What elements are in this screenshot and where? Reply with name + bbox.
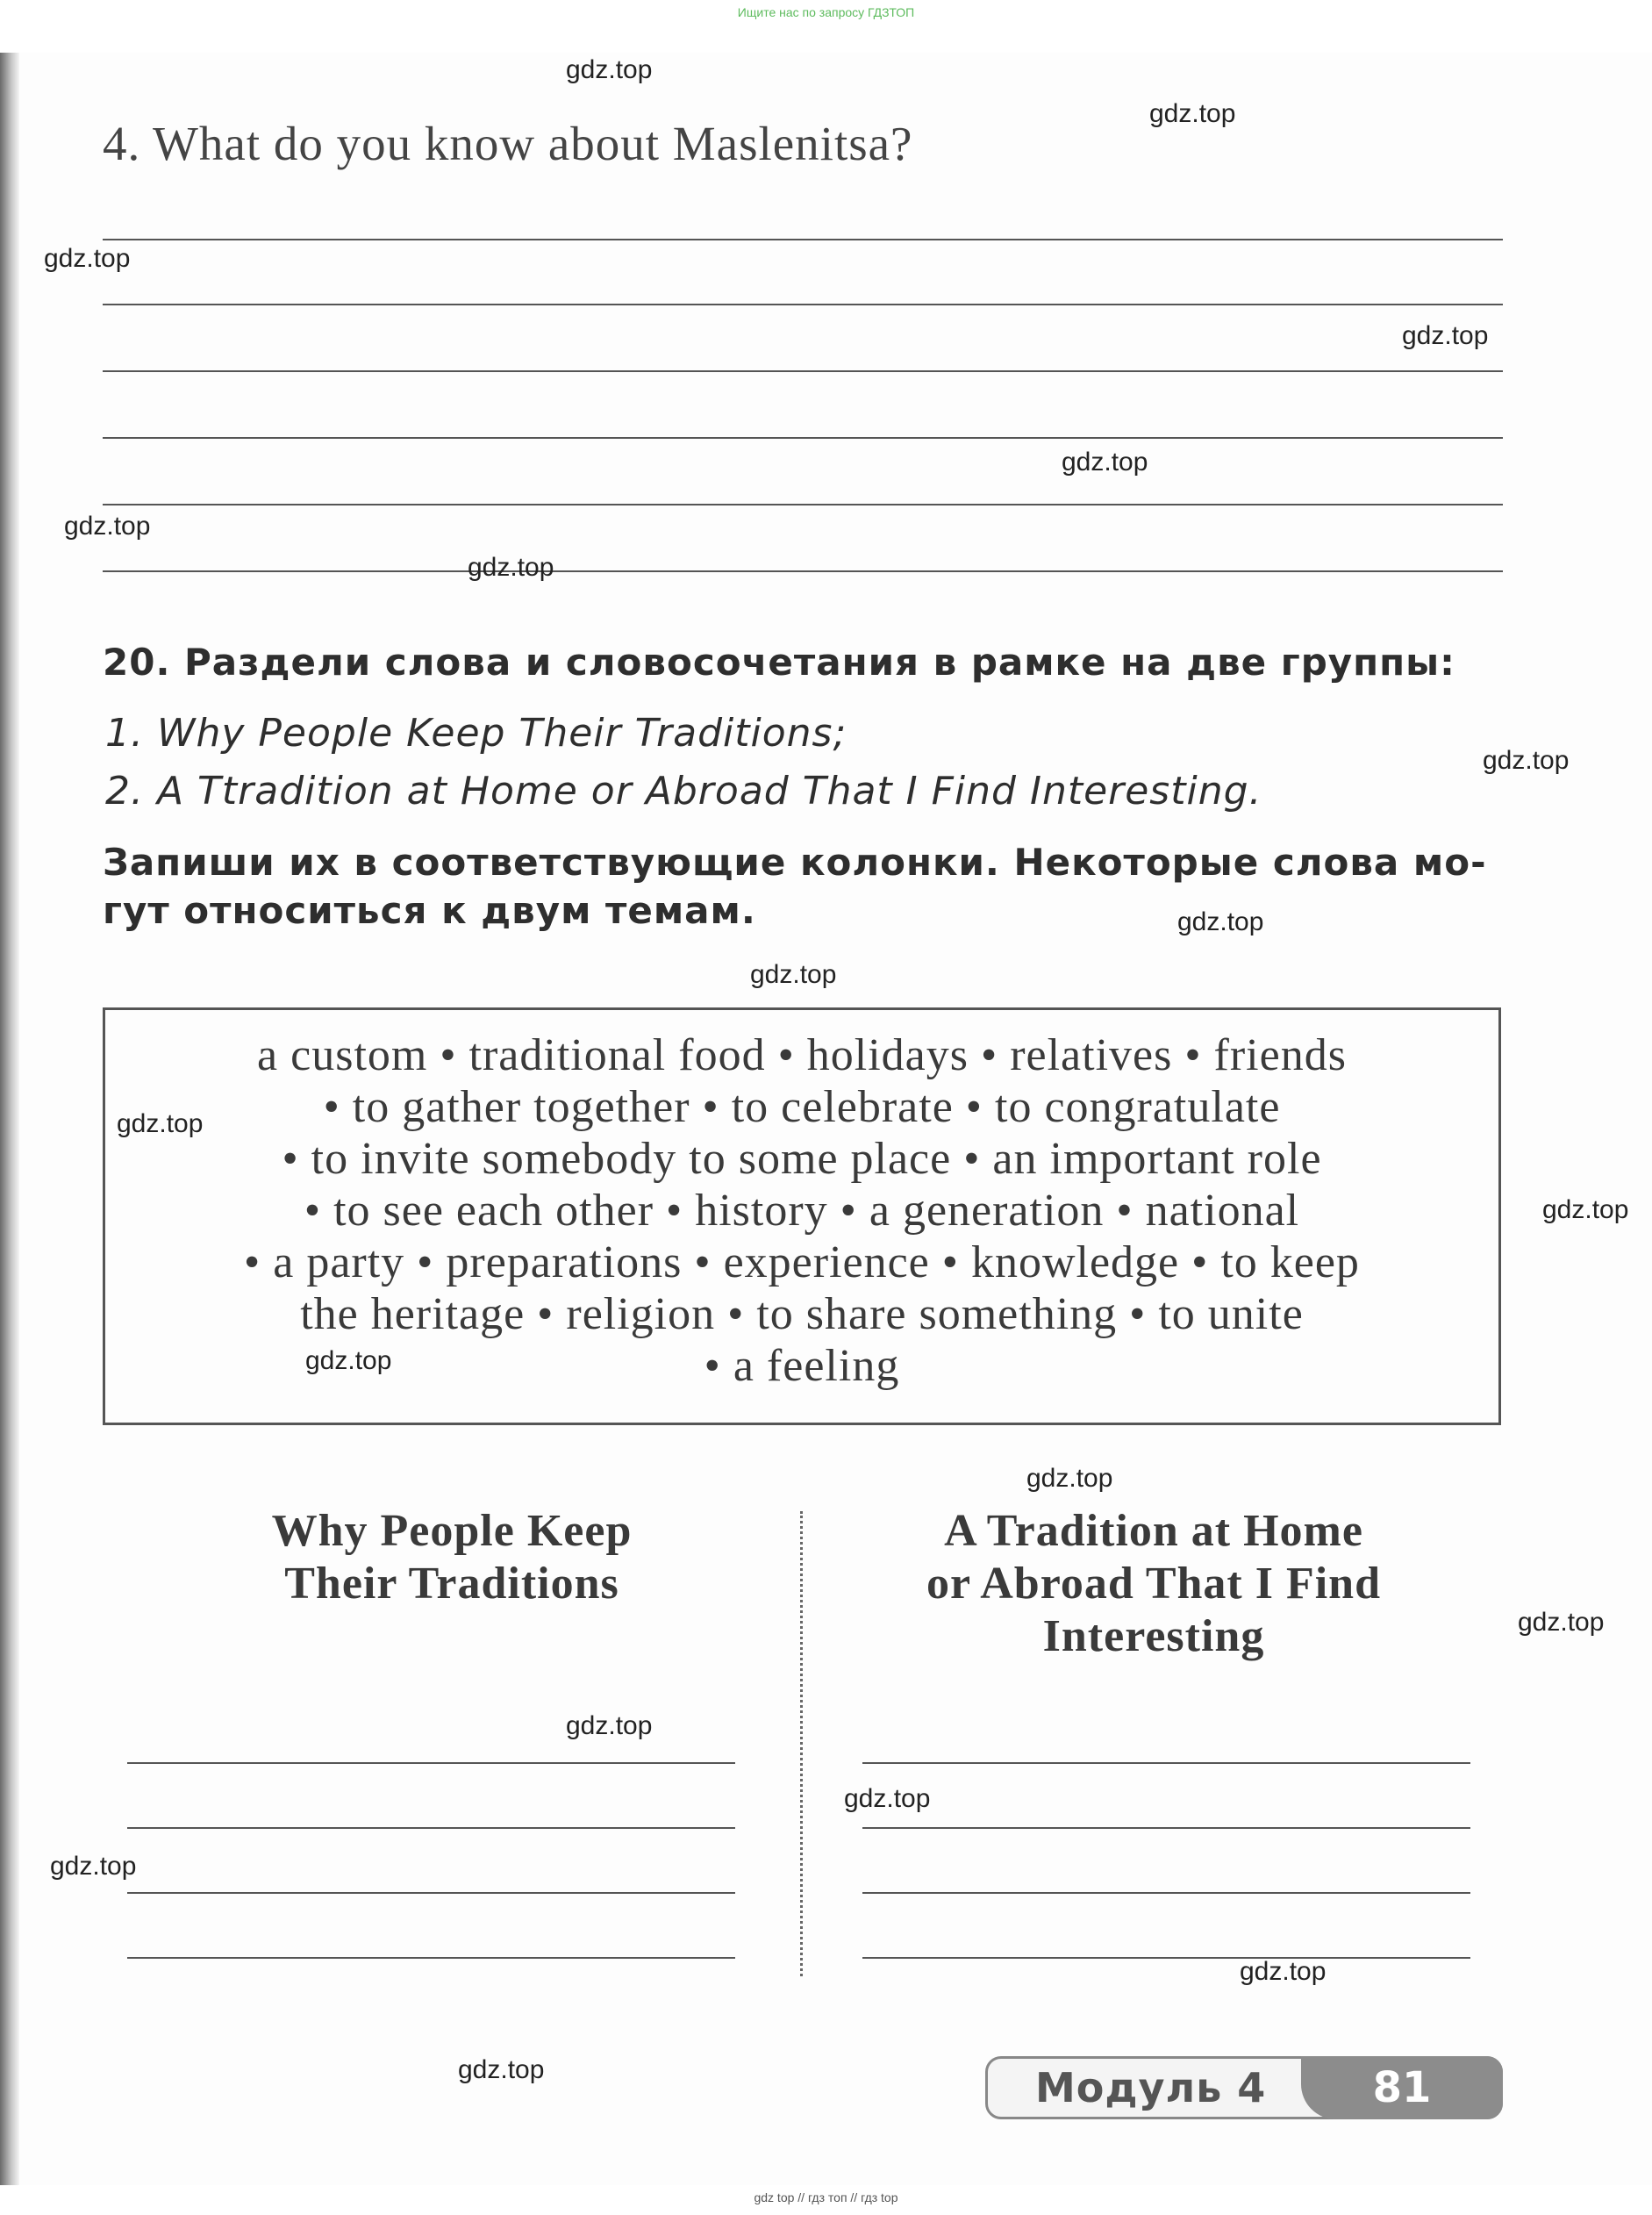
top-search-note: Ищите нас по запросу ГДЗТОП xyxy=(737,5,915,19)
column-heading-line: Why People Keep xyxy=(271,1506,633,1556)
answer-line[interactable] xyxy=(103,437,1503,439)
column-heading-line: A Tradition at Home xyxy=(944,1506,1363,1556)
exercise-20-instruction-line-1: Запиши их в соответствующие колонки. Некоторые слова мо- xyxy=(103,841,1487,884)
page-number: 81 xyxy=(1301,2056,1503,2119)
column-heading-line: Their Traditions xyxy=(284,1559,619,1609)
watermark: gdz.top xyxy=(64,512,151,541)
watermark: gdz.top xyxy=(566,1711,653,1740)
answer-line[interactable] xyxy=(103,239,1503,240)
watermark: gdz.top xyxy=(1240,1957,1327,1986)
watermark: gdz.top xyxy=(468,553,554,582)
word-box-line: • to invite somebody to some place • an important role xyxy=(282,1134,1322,1184)
watermark: gdz.top xyxy=(1177,907,1264,936)
exercise-20-task: 20. Раздели слова и словосочетания в рамке на две группы: xyxy=(103,641,1455,684)
watermark: gdz.top xyxy=(1542,1195,1629,1224)
exercise-20-instruction-line-2: гут относиться к двум темам. xyxy=(103,889,756,932)
watermark: gdz.top xyxy=(305,1346,392,1375)
answer-line-left[interactable] xyxy=(127,1957,735,1959)
word-box-line: • a feeling xyxy=(704,1341,900,1391)
exercise-20-item-1: 1. Why People Keep Their Traditions; xyxy=(105,711,847,756)
answer-line[interactable] xyxy=(103,370,1503,372)
word-box-line: • a party • preparations • experience • knowledge • to keep xyxy=(244,1237,1360,1287)
module-footer xyxy=(985,2056,1503,2119)
word-box-line: a custom • traditional food • holidays • relatives • friends xyxy=(257,1030,1347,1080)
answer-line[interactable] xyxy=(103,304,1503,305)
answer-line[interactable] xyxy=(103,570,1503,572)
column-divider xyxy=(800,1511,803,1976)
column-heading-line: or Abroad That I Find xyxy=(926,1559,1382,1609)
watermark: gdz.top xyxy=(844,1784,931,1813)
word-box-line: • to see each other • history • a generation • national xyxy=(304,1186,1300,1236)
watermark: gdz.top xyxy=(1483,746,1570,775)
watermark: gdz.top xyxy=(117,1109,204,1138)
module-label: Модуль 4 xyxy=(1035,2064,1267,2111)
exercise-20-item-2: 2. A Ttradition at Home or Abroad That I Find Interesting. xyxy=(105,769,1262,814)
question-4: 4. What do you know about Maslenitsa? xyxy=(103,117,913,170)
watermark: gdz.top xyxy=(50,1852,137,1881)
page-binding-edge xyxy=(0,53,19,2185)
answer-line-left[interactable] xyxy=(127,1762,735,1764)
column-why-people-keep-traditions xyxy=(123,1505,781,1610)
answer-line-left[interactable] xyxy=(127,1827,735,1829)
watermark: gdz.top xyxy=(1062,448,1148,477)
watermark: gdz.top xyxy=(750,960,837,989)
answer-line-right[interactable] xyxy=(862,1957,1470,1959)
column-heading-line: Interesting xyxy=(1042,1611,1265,1661)
watermark: gdz.top xyxy=(458,2055,545,2084)
answer-line-left[interactable] xyxy=(127,1892,735,1894)
word-box-line: • to gather together • to celebrate • to congratulate xyxy=(323,1082,1281,1132)
answer-line-right[interactable] xyxy=(862,1762,1470,1764)
column-tradition-i-find-interesting xyxy=(825,1505,1483,1663)
watermark: gdz.top xyxy=(566,55,653,84)
watermark: gdz.top xyxy=(1402,321,1489,350)
watermark: gdz.top xyxy=(1026,1464,1113,1493)
answer-line[interactable] xyxy=(103,504,1503,505)
watermark: gdz.top xyxy=(44,244,131,273)
answer-line-right[interactable] xyxy=(862,1827,1470,1829)
watermark: gdz.top xyxy=(1518,1608,1605,1637)
watermark: gdz.top xyxy=(1149,99,1236,128)
answer-line-right[interactable] xyxy=(862,1892,1470,1894)
bottom-note: gdz top // гдз топ // гдз top xyxy=(754,2190,898,2204)
word-box-line: the heritage • religion • to share something • to unite xyxy=(300,1289,1304,1339)
